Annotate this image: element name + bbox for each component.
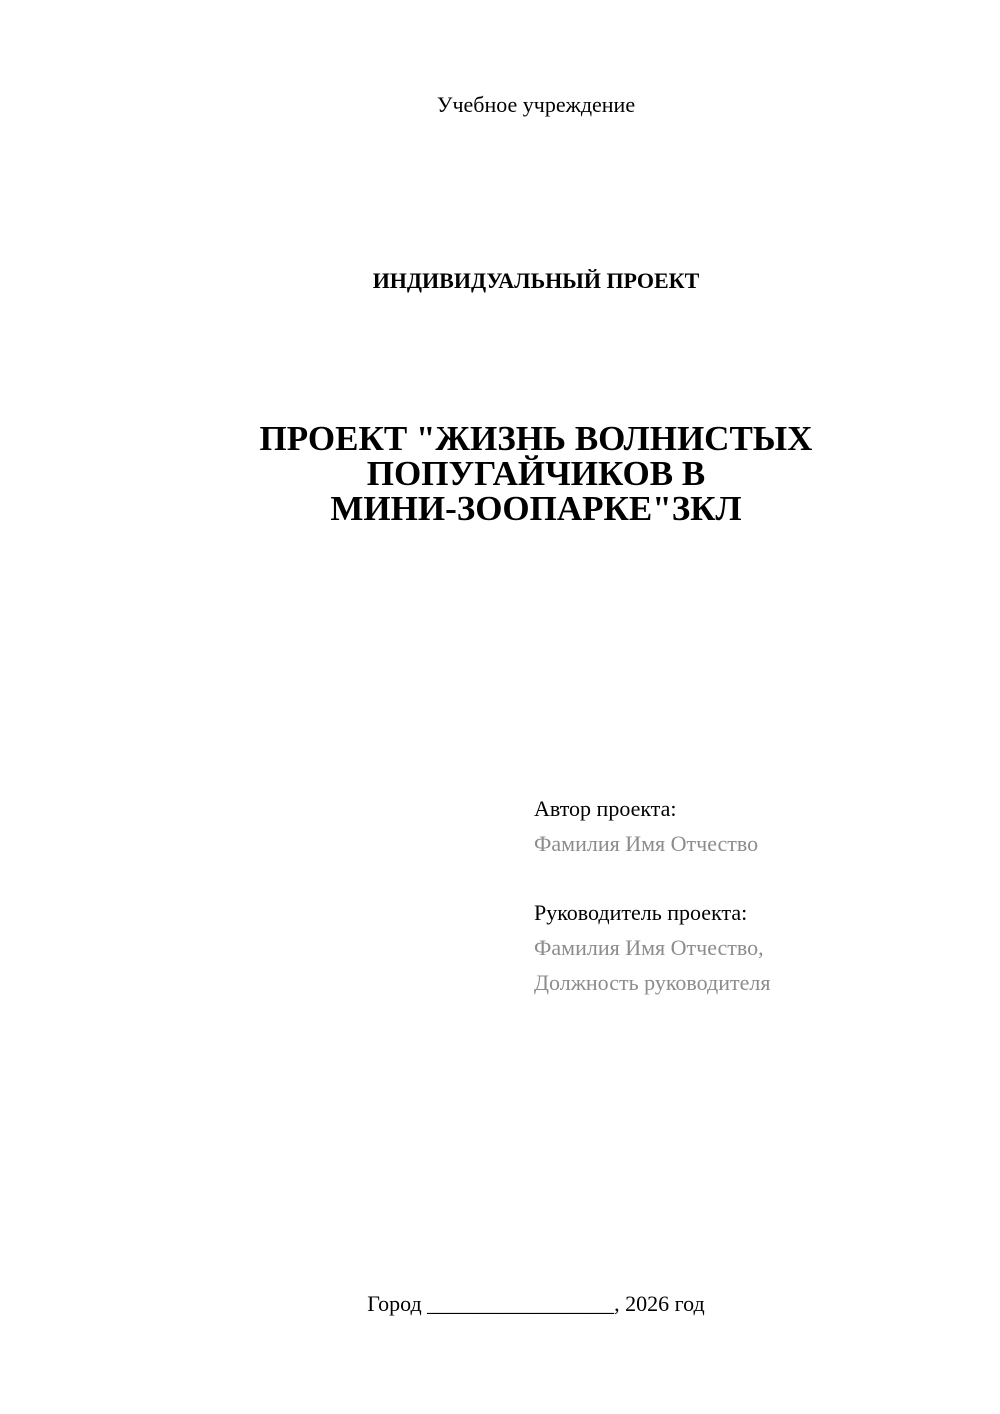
credits-spacer — [534, 861, 964, 895]
project-title-line-2: ПОПУГАЙЧИКОВ В — [366, 454, 706, 493]
project-credits — [534, 791, 964, 1000]
project-title-line-1: ПРОЕКТ "ЖИЗНЬ ВОЛНИСТЫХ — [259, 419, 813, 458]
author-label: Автор проекта: — [534, 796, 677, 821]
supervisor-name: Фамилия Имя Отчество, — [534, 935, 764, 960]
document-type: ИНДИВИДУАЛЬНЫЙ ПРОЕКТ — [372, 268, 700, 293]
institution-name: Учебное учреждение — [436, 92, 636, 117]
supervisor-label: Руководитель проекта: — [534, 900, 748, 925]
project-title-line-3: МИНИ-ЗООПАРКЕ"ЗКЛ — [330, 489, 742, 528]
supervisor-position: Должность руководителя — [534, 970, 771, 995]
city-year-line: Город _________________, 2026 год — [367, 1291, 705, 1316]
project-title — [0, 421, 1000, 526]
author-name: Фамилия Имя Отчество — [534, 831, 759, 856]
